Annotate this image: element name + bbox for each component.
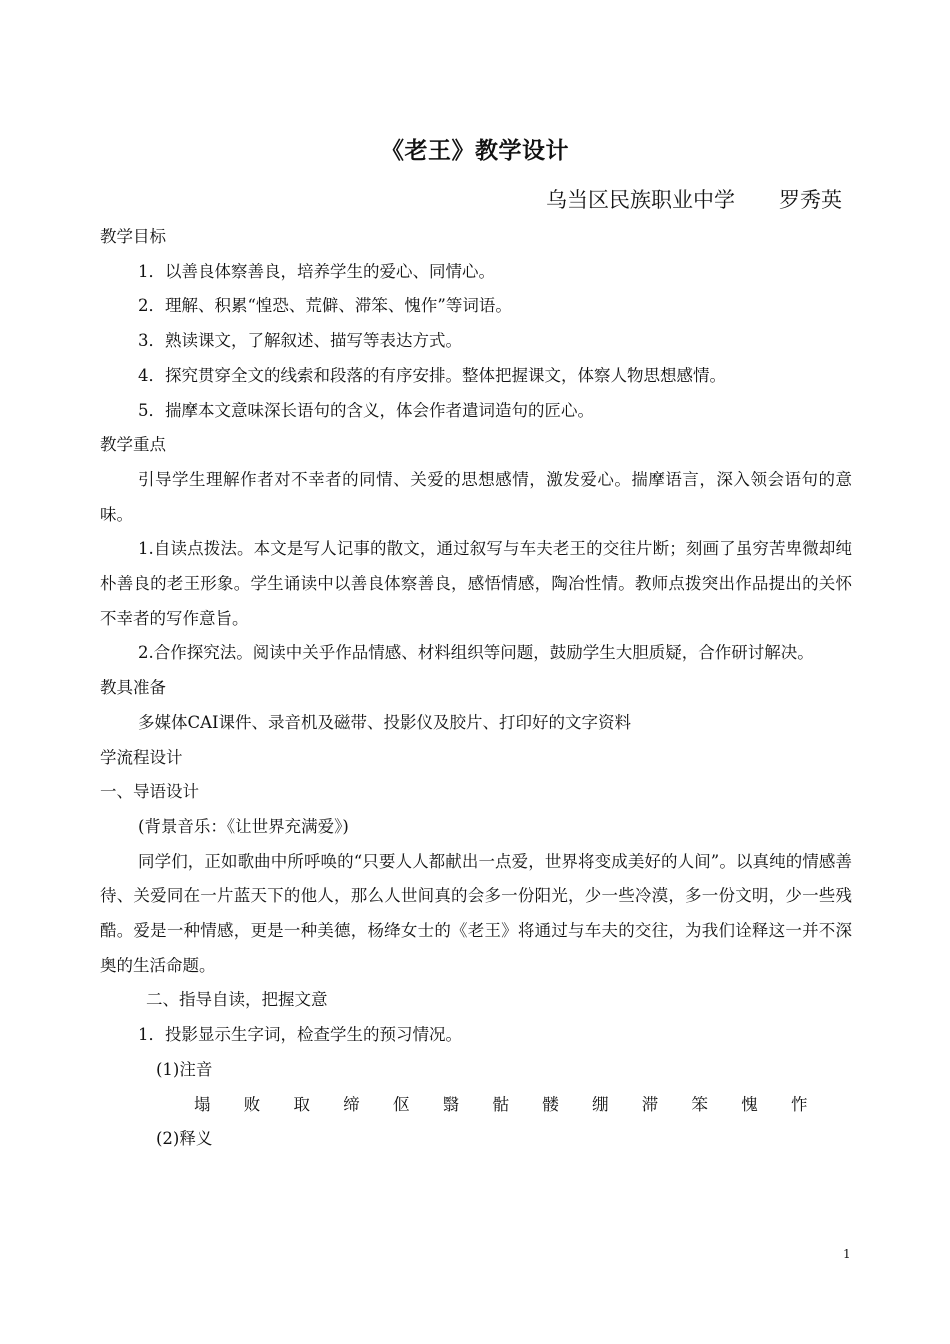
objective-item: 4．探究贯穿全文的线索和段落的有序安排。整体把握课文，体察人物思想感情。 <box>138 365 726 385</box>
objective-item: 5．揣摩本文意味深长语句的含义，体会作者遣词造句的匠心。 <box>138 400 594 420</box>
objective-item: 3．熟读课文，了解叙述、描写等表达方式。 <box>138 331 462 351</box>
part1-heading: 一、导语设计 <box>100 782 199 802</box>
author-byline <box>546 184 842 214</box>
focus-heading: 教学重点 <box>100 435 166 455</box>
flow-heading: 学流程设计 <box>100 747 183 767</box>
tools-text: 多媒体CAI课件、录音机及磁带、投影仪及胶片、打印好的文字资料 <box>138 712 632 732</box>
focus-paragraph: 2.合作探究法。阅读中关乎作品情感、材料组织等问题，鼓励学生大胆质疑，合作研讨解决。 <box>138 643 814 663</box>
objectives-heading: 教学目标 <box>100 227 166 246</box>
author-name: 罗秀英 <box>779 188 842 212</box>
author-school: 乌当区民族职业中学 <box>546 188 735 212</box>
part2-sub1: (1)注音 <box>156 1059 213 1079</box>
document-title: 《老王》教学设计 <box>381 137 569 164</box>
tools-heading: 教具准备 <box>100 678 166 698</box>
part2-heading: 二、指导自读，把握文意 <box>146 990 328 1010</box>
part2-sub2: (2)释义 <box>156 1129 213 1149</box>
focus-paragraph: 1.自读点拨法。本文是写人记事的散文，通过叙写与车夫老王的交往片断；刻画了虽穷苦卑微却纯朴善良的老王形象。学生诵读中以善良体察善良，感悟情感，陶冶性情。教师点拨突出作品提出的关怀不幸者的写作意旨。 <box>100 539 852 628</box>
part1-text: 同学们，正如歌曲中所呼唤的“只要人人都献出一点爱，世界将变成美好的人间”。以真纯的情感善待、关爱同在一片蓝天下的他人，那么人世间真的会多一份阳光，少一些冷漠，多一份文明，少一些残酷。爱是一种情感，更是一种美德，杨绛女士的《老王》将通过与车夫的交往，为我们诠释这一并不深奥的生活命题。 <box>100 851 852 975</box>
objective-item: 1．以善良体察善良，培养学生的爱心、同情心。 <box>138 261 495 281</box>
page-number: 1 <box>843 1247 851 1261</box>
part1-music: (背景音乐：《让世界充满爱》) <box>138 816 349 836</box>
focus-paragraph: 引导学生理解作者对不幸者的同情、关爱的思想感情，激发爱心。揣摩语言，深入领会语句的意味。 <box>100 469 852 524</box>
document-body <box>100 220 852 1157</box>
part2-chars: 塌 败 取 缔 伛 翳 骷 髅 绷 滞 笨 愧 怍 <box>194 1094 822 1114</box>
part2-item1: 1．投影显示生字词，检查学生的预习情况。 <box>138 1025 462 1045</box>
objective-item: 2．理解、积累“惶恐、荒僻、滞笨、愧作”等词语。 <box>138 296 512 316</box>
